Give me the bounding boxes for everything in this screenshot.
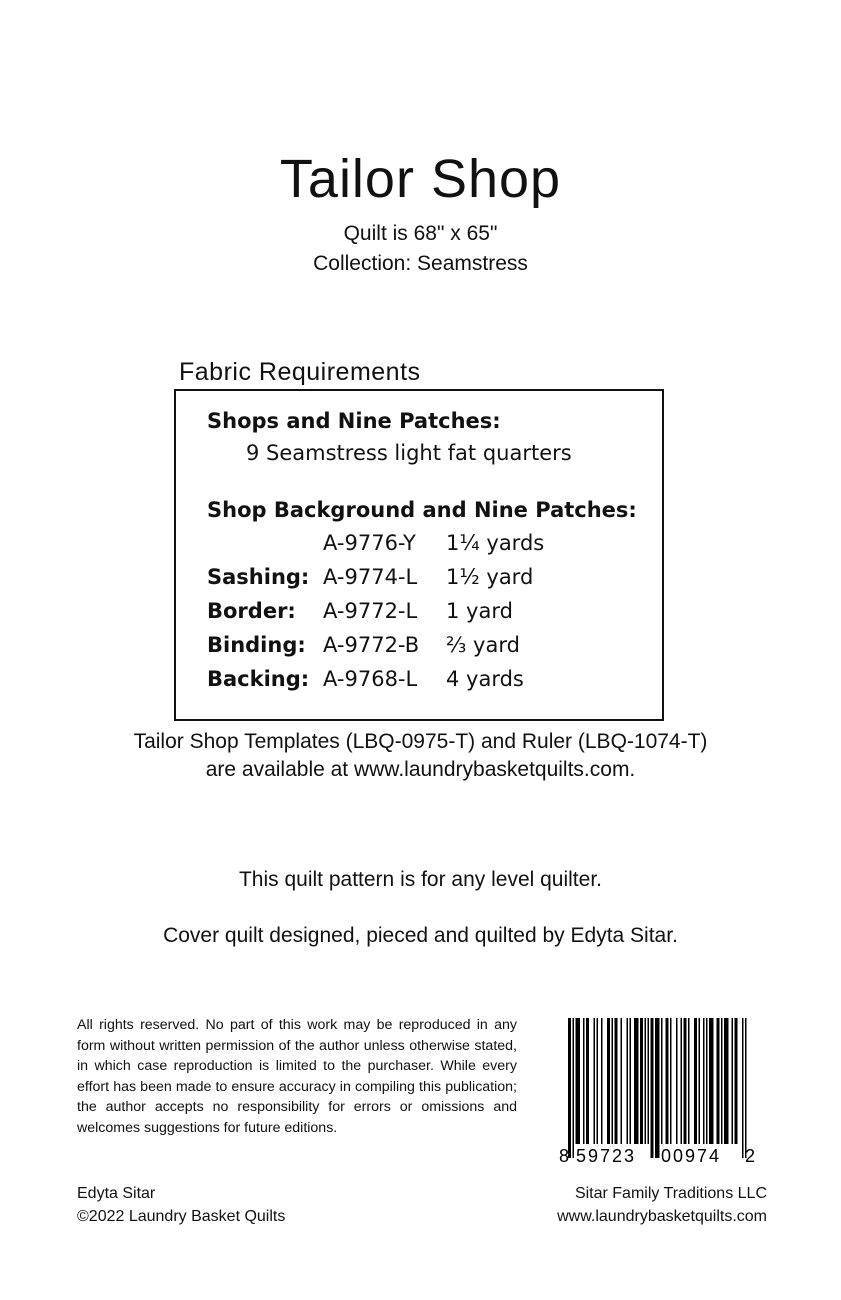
fabric-row-qty: 1½ yard [446, 565, 534, 589]
barcode-bar [576, 1018, 581, 1144]
copyright-line: ©2022 Laundry Basket Quilts [77, 1208, 286, 1225]
barcode-bar [724, 1018, 729, 1144]
collection-name: Collection: Seamstress [313, 252, 528, 275]
barcode-bar [670, 1018, 672, 1144]
barcode-bar [594, 1018, 596, 1144]
barcode-bar [621, 1018, 623, 1144]
barcode-bar [721, 1018, 723, 1144]
barcode-bar [655, 1018, 660, 1158]
fabric-row-label: Sashing: [207, 565, 310, 589]
barcode-bar [651, 1018, 654, 1158]
background-section-title: Shop Background and Nine Patches: [207, 498, 637, 522]
author-name: Edyta Sitar [77, 1185, 156, 1202]
barcode-group-right: 00974 [661, 1146, 722, 1166]
website-url: www.laundrybasketquilts.com [557, 1208, 767, 1225]
company-name: Sitar Family Traditions LLC [574, 1185, 767, 1202]
barcode-bar [703, 1018, 705, 1144]
fabric-row-code: A-9772-L [323, 599, 418, 623]
barcode [556, 1016, 756, 1168]
fabric-requirements-heading: Fabric Requirements [179, 358, 421, 386]
fabric-row-label: Border: [207, 599, 296, 623]
fabric-row-qty: ⅔ yard [446, 633, 520, 657]
barcode-bar [742, 1018, 744, 1158]
barcode-bar [648, 1018, 650, 1144]
barcode-bar [745, 1018, 747, 1158]
fabric-row-qty: 1¼ yards [446, 531, 545, 555]
templates-note: Tailor Shop Templates (LBQ-0975-T) and Ruler (LBQ-1074-T) [133, 730, 708, 753]
copyright-notice: All rights reserved. No part of this work may be reproduced in any form without written permission of the author unless otherwise stated, in which case reproduction is limited to the purchaser. While every effort has been made to ensure accuracy in compiling this publication; the author accepts no responsibility for errors or omissions and welcomes suggestions for future editions. [77, 1017, 517, 1136]
barcode-bar [634, 1018, 639, 1144]
barcode-bar [573, 1018, 575, 1158]
barcode-bar [709, 1018, 714, 1144]
pattern-title: Tailor Shop [279, 149, 562, 209]
barcode-digit-last: 2 [745, 1146, 756, 1166]
fabric-row-label: Binding: [207, 633, 306, 657]
fabric-row-qty: 4 yards [446, 667, 524, 691]
fabric-row-qty: 1 yard [446, 599, 513, 623]
barcode-bar [640, 1018, 643, 1144]
barcode-bar [612, 1018, 614, 1144]
barcode-bar [627, 1018, 629, 1144]
barcode-bar [706, 1018, 708, 1144]
shops-section-title: Shops and Nine Patches: [207, 409, 501, 433]
barcode-bar [681, 1018, 683, 1144]
fabric-row-code: A-9768-L [323, 667, 418, 691]
barcode-bar [586, 1018, 589, 1144]
barcode-bar [568, 1018, 571, 1158]
barcode-bar [661, 1018, 663, 1144]
shops-section-item: 9 Seamstress light fat quarters [246, 441, 572, 465]
barcode-bar [666, 1018, 669, 1144]
barcode-bar [615, 1018, 618, 1144]
barcode-group-left: 59723 [576, 1146, 637, 1166]
barcode-bar [684, 1018, 687, 1144]
barcode-bar [694, 1018, 697, 1144]
barcode-bar [676, 1018, 678, 1144]
fabric-row-code: A-9776-Y [323, 531, 416, 555]
skill-level-note: This quilt pattern is for any level quilter. [238, 868, 602, 891]
barcode-bar [732, 1018, 734, 1144]
barcode-bar [630, 1018, 632, 1144]
fabric-row-code: A-9774-L [323, 565, 418, 589]
barcode-digit-first: 8 [559, 1146, 570, 1166]
designer-credit: Cover quilt designed, pieced and quilted by Edyta Sitar. [163, 924, 678, 947]
fabric-row-code: A-9772-B [323, 633, 420, 657]
barcode-bar [583, 1018, 585, 1144]
barcode-bar [699, 1018, 701, 1144]
quilt-size: Quilt is 68" x 65" [343, 222, 498, 245]
barcode-bar [607, 1018, 610, 1144]
availability-note: are available at www.laundrybasketquilts.com. [205, 758, 636, 781]
barcode-bar [597, 1018, 599, 1144]
barcode-bar [688, 1018, 690, 1144]
barcode-bar [717, 1018, 720, 1144]
barcode-bar [735, 1018, 738, 1144]
barcode-bar [601, 1018, 603, 1144]
barcode-bar [645, 1018, 647, 1144]
fabric-row-label: Backing: [207, 667, 310, 691]
